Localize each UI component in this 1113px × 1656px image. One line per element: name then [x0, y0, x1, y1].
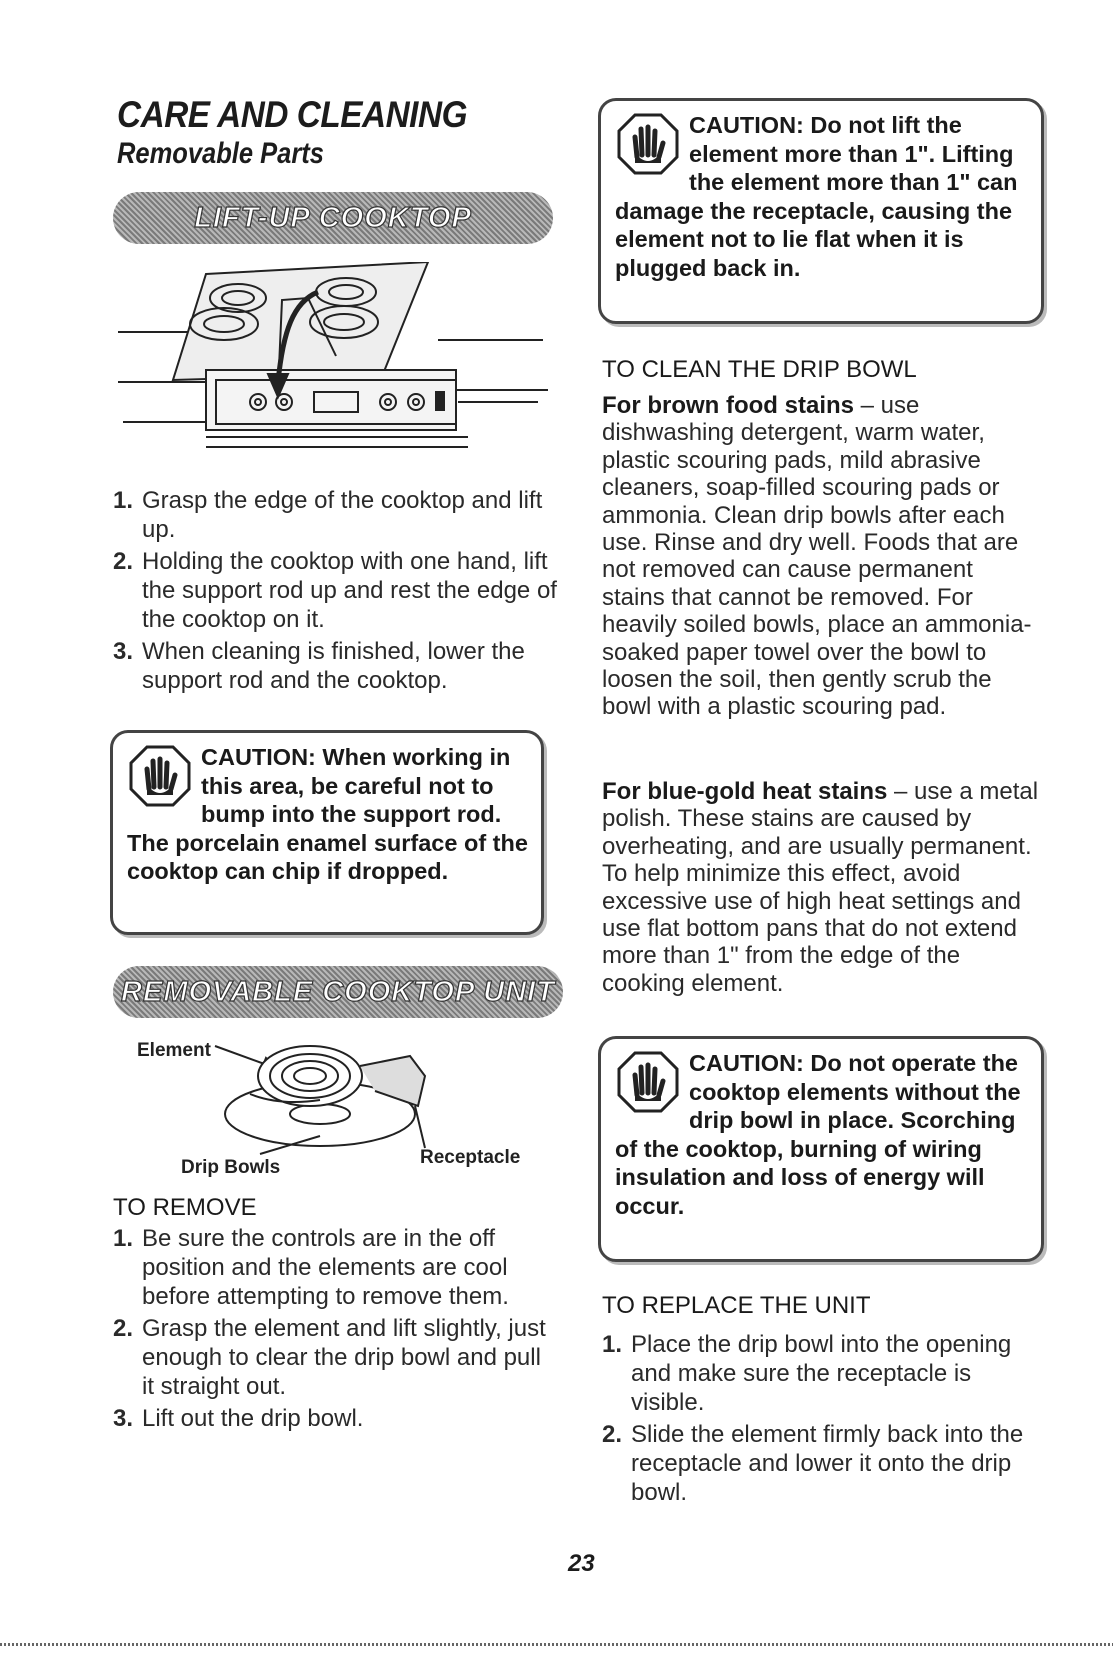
caution-box-drip-bowl: CAUTION: Do not operate the cooktop elements without the drip bowl in place. Scorching of the cooktop, burning of wiring insulation and loss of energy will occur.: [598, 1036, 1044, 1262]
stop-hand-icon: [617, 1051, 679, 1113]
removable-cooktop-unit-banner-text: REMOVABLE COOKTOP UNIT: [121, 975, 555, 1008]
list-item: 3. Lift out the drip bowl.: [113, 1405, 364, 1432]
stop-hand-icon: [617, 113, 679, 175]
list-item: 2. Grasp the element and lift slightly, just enough to clear the drip bowl and pull it straight out.: [113, 1315, 546, 1400]
replace-unit-steps: [602, 1330, 1042, 1510]
lift-up-steps: [113, 486, 563, 698]
receptacle-label: Receptacle: [420, 1147, 521, 1168]
to-remove-steps: [113, 1224, 553, 1436]
lift-up-cooktop-banner: [113, 192, 553, 244]
caution-box-lift-element: CAUTION: Do not lift the element more than 1". Lifting the element more than 1" can damage the receptacle, causing the element not to lie flat when it is plugged back in.: [598, 98, 1044, 324]
page-title: CARE AND CLEANING: [117, 94, 468, 135]
to-remove-heading: TO REMOVE: [113, 1194, 257, 1221]
element-drip-bowl-illustration: [210, 1036, 460, 1156]
lift-up-cooktop-illustration: [118, 262, 558, 472]
clean-drip-bowl-heading: TO CLEAN THE DRIP BOWL: [602, 356, 917, 383]
removable-cooktop-unit-banner: [113, 966, 563, 1018]
lift-up-cooktop-banner-text: LIFT-UP COOKTOP: [194, 201, 472, 234]
blue-gold-stains-paragraph: For blue-gold heat stains – use a metal polish. These stains are caused by overheating, and are usually permanent. To help minimize this effect, avoid excessive use of high heat settings and use flat bottom pans that do not extend more than 1" from the edge of the cooking element.: [602, 778, 1039, 997]
stop-hand-icon: [129, 745, 191, 807]
list-item: 1. Place the drip bowl into the opening and make sure the receptacle is visible.: [602, 1331, 1012, 1416]
brown-stains-paragraph: For brown food stains – use dishwashing detergent, warm water, plastic scouring pads, mild abrasive cleaners, soap-filled scouring pads or ammonia. Clean drip bowls after each use. Rinse and dry well. Foods that are not removed can cause permanent stains that cannot be removed. For heavily soiled bowls, place an ammonia-soaked paper towel over the bowl to loosen the soil, then gently scrub the bowl with a plastic scouring pad.: [602, 392, 1032, 721]
bottom-divider: [0, 1643, 1113, 1646]
page-subtitle: Removable Parts: [117, 137, 324, 170]
list-item: 3. When cleaning is finished, lower the support rod and the cooktop.: [113, 638, 525, 694]
replace-unit-heading: TO REPLACE THE UNIT: [602, 1292, 871, 1319]
list-item: 1. Be sure the controls are in the off position and the elements are cool before attempting to remove them.: [113, 1225, 509, 1310]
page-number: 23: [568, 1550, 595, 1577]
list-item: 1. Grasp the edge of the cooktop and lift up.: [113, 487, 543, 543]
drip-bowls-label: Drip Bowls: [181, 1157, 281, 1178]
element-label: Element: [137, 1040, 211, 1061]
list-item: 2. Holding the cooktop with one hand, lift the support rod up and rest the edge of the cooktop on it.: [113, 548, 557, 633]
list-item: 2. Slide the element firmly back into the receptacle and lower it onto the drip bowl.: [602, 1421, 1024, 1506]
caution-box-support-rod: CAUTION: When working in this area, be careful not to bump into the support rod. The porcelain enamel surface of the cooktop can chip if dropped.: [110, 730, 544, 935]
